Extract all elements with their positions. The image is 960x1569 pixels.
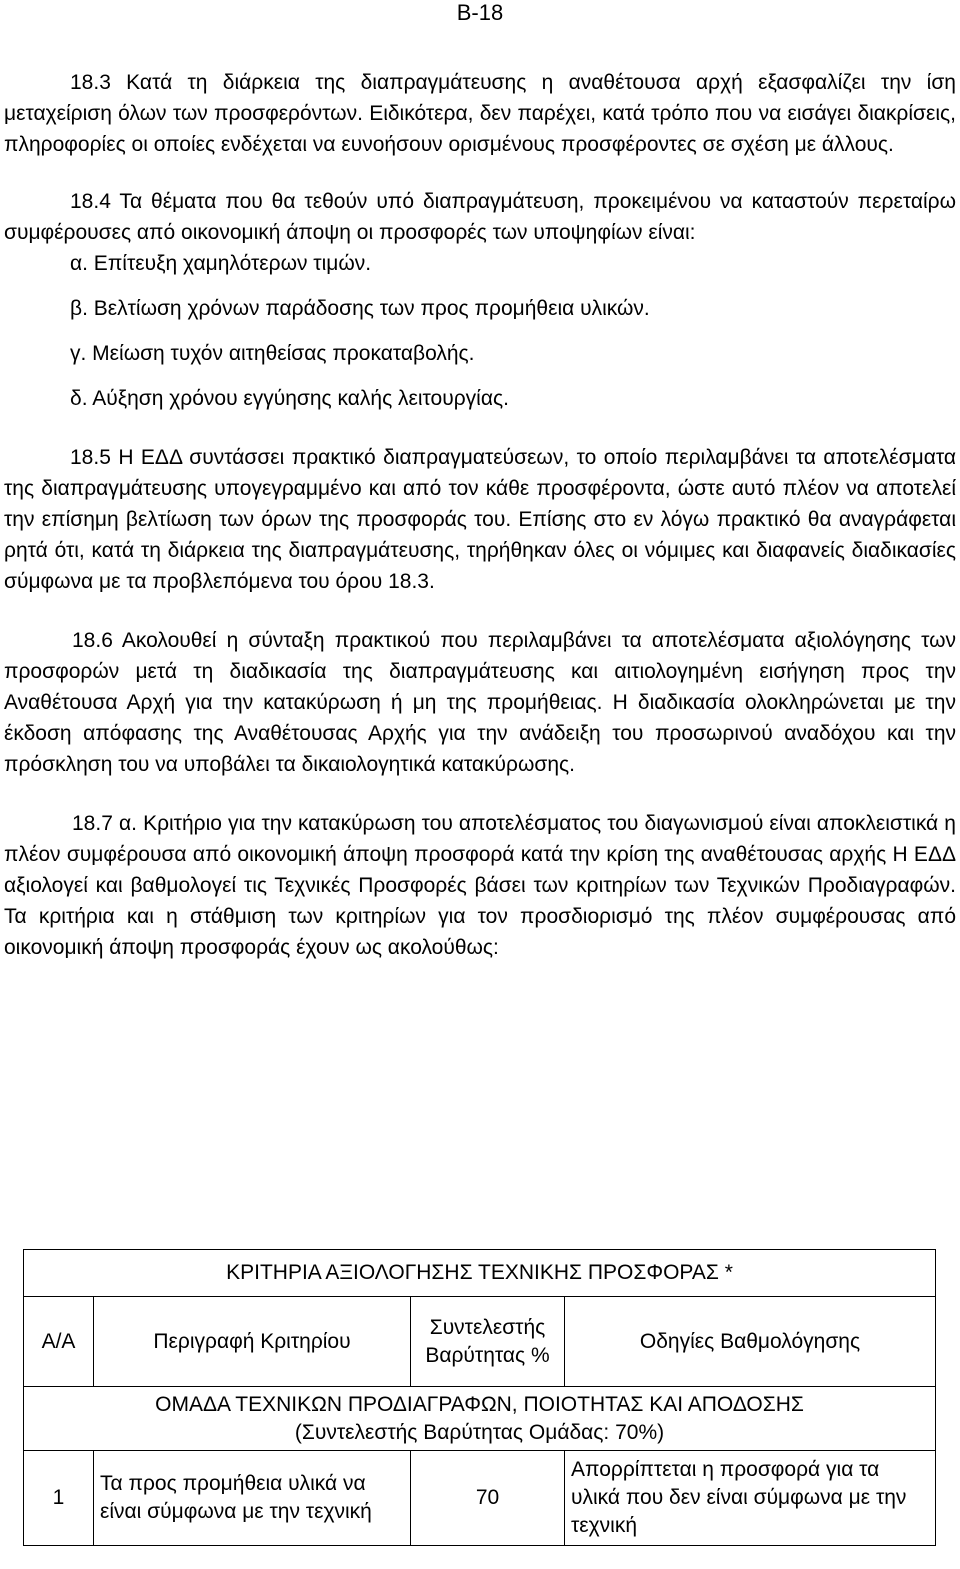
paragraph-18-6: 18.6 Ακολουθεί η σύνταξη πρακτικού που περιλαμβάνει τα αποτελέσματα αξιολόγησης των προσφορών μετά τη διαδικασία της διαπραγμάτευσης και αιτιολογημένη εισήγηση προς την Αναθέτουσα Αρχή για την κατακύρωση ή μη της προμήθειας. Η διαδικασία ολοκληρώνεται με την έκδοση απόφασης της Αναθέτουσας Αρχής για την ανάδειξη του προσωρινού αναδόχου και την πρόσκληση του να υποβάλει τα δικαιολογητικά κατακύρωσης.	[4, 629, 956, 776]
group-weight: (Συντελεστής Βαρύτητας Ομάδας: 70%)	[294, 1420, 665, 1444]
page-number: Β-18	[456, 0, 504, 25]
group-title: ΟΜΑΔΑ ΤΕΧΝΙΚΩΝ ΠΡΟΔΙΑΓΡΑΦΩΝ, ΠΟΙΟΤΗΤΑΣ ΚΑΙ ΑΠΟΔΟΣΗΣ	[155, 1392, 804, 1416]
paragraph-18-7: 18.7 α. Κριτήριο για την κατακύρωση του αποτελέσματος του διαγωνισμού είναι αποκλειστικά η πλέον συμφέρουσα από οικονομική άποψη προσφορά κατά την κρίση της αναθέτουσας αρχής Η ΕΔΔ αξιολογεί και βαθμολογεί τις Τεχνικές Προσφορές βάσει των κριτηρίων των Τεχνικών Προδιαγραφών. Τα κριτήρια και η στάθμιση των κριτηρίων για τον προσδιορισμό της πλέον συμφέρουσας από οικονομική άποψη προσφοράς έχουν ως ακολούθως:	[4, 812, 956, 959]
list-item: α. Επίτευξη χαμηλότερων τιμών.	[70, 252, 372, 275]
header-weight: Συντελεστής Βαρύτητας %	[411, 1297, 565, 1387]
criteria-table	[23, 1249, 936, 1546]
table-title: ΚΡΙΤΗΡΙΑ ΑΞΙΟΛΟΓΗΣΗΣ ΤΕΧΝΙΚΗΣ ΠΡΟΣΦΟΡΑΣ *	[24, 1250, 936, 1297]
row-instructions: Απορρίπτεται η προσφορά για τα υλικά που δεν είναι σύμφωνα με την τεχνική	[565, 1451, 936, 1546]
row-description: Τα προς προμήθεια υλικά να είναι σύμφωνα με την τεχνική	[94, 1451, 411, 1546]
list-item: β. Βελτίωση χρόνων παράδοσης των προς προμήθεια υλικών.	[70, 297, 650, 320]
row-weight: 70	[411, 1451, 565, 1546]
table-row	[24, 1451, 936, 1546]
paragraph-18-5: 18.5 Η ΕΔΔ συντάσσει πρακτικό διαπραγματεύσεων, το οποίο περιλαμβάνει τα αποτελέσματα της διαπραγμάτευσης υπογεγραμμένο και από τον κάθε προσφέροντα, ώστε αυτό πλέον να αποτελεί την επίσημη βελτίωση των όρων της προσφοράς του. Επίσης στο εν λόγω πρακτικό θα αναγράφεται ρητά ότι, κατά τη διάρκεια της διαπραγμάτευσης, τηρήθηκαν όλες οι νόμιμες και διαφανείς διαδικασίες σύμφωνα με τα προβλεπόμενα του όρου 18.3.	[4, 446, 956, 593]
group-row	[24, 1387, 936, 1451]
header-instructions: Οδηγίες Βαθμολόγησης	[565, 1297, 936, 1387]
header-aa: Α/Α	[24, 1297, 94, 1387]
document-body	[4, 67, 956, 963]
paragraph-18-3: 18.3 Κατά τη διάρκεια της διαπραγμάτευσης η αναθέτουσα αρχή εξασφαλίζει την ίση μεταχείριση όλων των προσφερόντων. Ειδικότερα, δεν παρέχει, κατά τρόπο που να εισάγει διακρίσεις, πληροφορίες οι οποίες ενδέχεται να ευνοήσουν ορισμένους προσφέροντες σε σχέση με άλλους.	[4, 71, 956, 156]
row-aa: 1	[24, 1451, 94, 1546]
list-item: γ. Μείωση τυχόν αιτηθείσας προκαταβολής.	[70, 342, 475, 365]
header-description: Περιγραφή Κριτηρίου	[94, 1297, 411, 1387]
paragraph-18-4: 18.4 Τα θέματα που θα τεθούν υπό διαπραγμάτευση, προκειμένου να καταστούν περεταίρω συμφέρουσες από οικονομική άποψη οι προσφορές των υποψηφίων είναι:	[4, 190, 956, 244]
list-item: δ. Αύξηση χρόνου εγγύησης καλής λειτουργίας.	[70, 387, 509, 410]
